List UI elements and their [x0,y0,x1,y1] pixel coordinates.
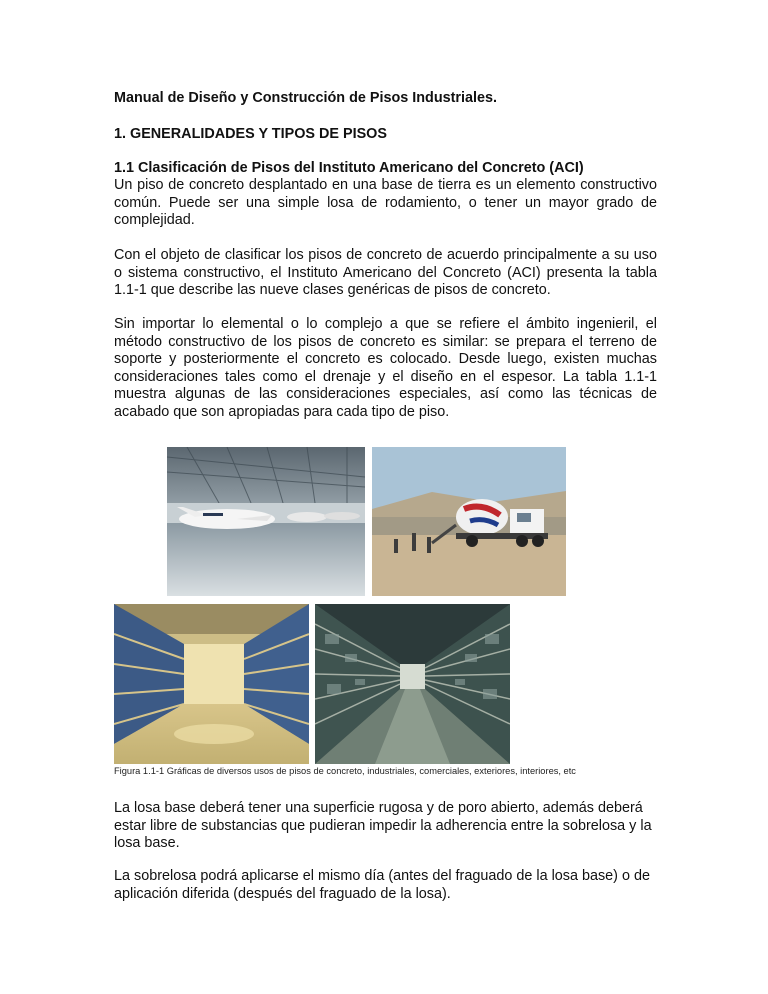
paragraph-base-slab: La losa base deberá tener una superficie rugosa y de poro abierto, además deberá estar libre de substancias que pudieran impedir la adherencia entre la sobrelosa y la losa base. [114,800,652,852]
paragraph-overlay-slab: La sobrelosa podrá aplicarse el mismo día (antes del fraguado de la losa base) o de aplicación diferida (después del fraguado de la losa). [114,868,650,902]
concrete-truck-photo [372,447,566,596]
hangar-floor-photo [167,447,365,596]
section-heading: 1. GENERALIDADES Y TIPOS DE PISOS [114,126,387,142]
warehouse-aisle-photo [315,604,510,764]
paragraph-construction-method: Sin importar lo elemental o lo complejo a que se refiere el ámbito ingenieril, el método constructivo de los pisos de concreto es similar: se prepara el terreno de soporte y posteriormente el concreto es colocado. Desde luego, existen muchas consideraciones tales como el drenaje y el diseño en el espesor. La tabla 1.1-1 muestra algunas de las consideraciones especiales, así como las técnicas de acabado que son apropiadas para cada tipo de piso. [114,316,657,420]
document-title: Manual de Diseño y Construcción de Pisos Industriales. [114,90,498,106]
warehouse-interior-photo [114,604,309,764]
paragraph-classification: Con el objeto de clasificar los pisos de concreto de acuerdo principalmente a su uso o sistema constructivo, el Instituto Americano del Concreto (ACI) presenta la tabla 1.1-1 que describe las nueve clases genéricas de pisos de concreto. [114,247,657,299]
subsection-heading: 1.1 Clasificación de Pisos del Instituto Americano del Concreto (ACI) [114,160,584,176]
paragraph-intro: Un piso de concreto desplantado en una base de tierra es un elemento constructivo común. Puede ser una simple losa de rodamiento, o tener un mayor grado de complejidad. [114,177,657,229]
figure-caption: Figura 1.1-1 Gráficas de diversos usos de pisos de concreto, industriales, comerciales, exteriores, interiores, etc [114,766,576,776]
